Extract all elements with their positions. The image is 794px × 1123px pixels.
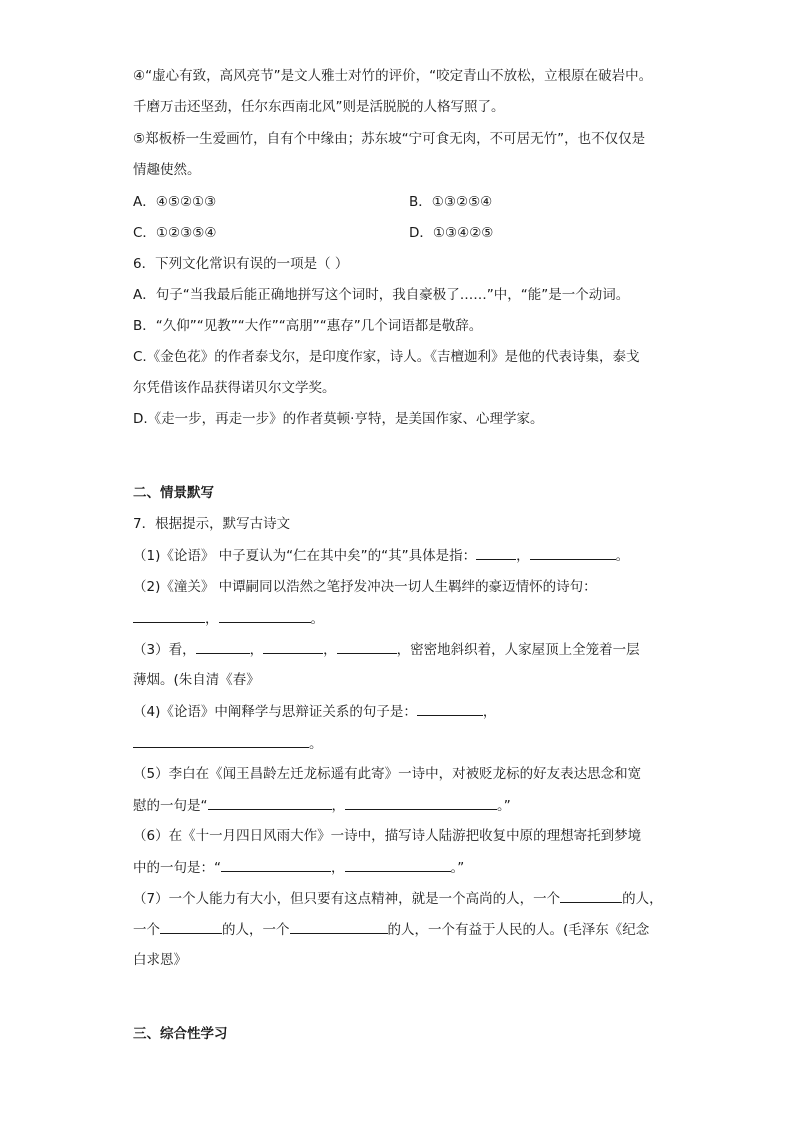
q6-stem: 6．下列文化常识有误的一项是（ ） xyxy=(133,256,349,272)
q7-sub4-line2 xyxy=(133,733,323,754)
q7-sub6-line2 xyxy=(133,857,464,878)
q7-sub3-text: （3）看， xyxy=(133,642,196,658)
q7-sub1 xyxy=(133,545,629,566)
q7-sub7-text: 一个 xyxy=(133,922,160,938)
q5-item5-line2: 情趣使然。 xyxy=(133,162,201,178)
q7-stem: 7．根据提示，默写古诗文 xyxy=(133,516,291,532)
q5-option-d: D．①③④②⑤ xyxy=(409,225,494,241)
q5-option-c: C．①②③⑤④ xyxy=(133,225,217,241)
q5-item5-line1: ⑤郑板桥一生爱画竹，自有个中缘由；苏东坡“宁可食无肉，不可居无竹”，也不仅仅是 xyxy=(133,131,646,147)
q7-sub5-line2 xyxy=(133,795,511,816)
section-title-3: 三、综合性学习 xyxy=(133,1026,228,1042)
q7-sub4-text: （4)《论语》中阐释学与思辩证关系的句子是： xyxy=(133,704,417,720)
end-punct: 。 xyxy=(615,548,630,564)
q7-sub7-line3: 白求恩》 xyxy=(133,952,187,968)
q6-option-d: D.《走一步，再走一步》的作者莫顿·亨特，是美国作家、心理学家。 xyxy=(133,411,544,427)
q7-sub7-line1 xyxy=(133,888,663,909)
answer-blank[interactable] xyxy=(530,545,616,560)
separator: ， xyxy=(205,611,219,627)
separator: ， xyxy=(516,548,530,564)
q7-sub2-line2 xyxy=(133,608,324,629)
q5-item4-line2: 千磨万击还坚劲，任尔东西南北风”则是活脱脱的人格写照了。 xyxy=(133,99,505,115)
q7-sub4-line1 xyxy=(133,701,496,722)
answer-blank[interactable] xyxy=(263,639,323,654)
end-punct: 。” xyxy=(497,798,511,814)
section-title-2: 二、情景默写 xyxy=(133,485,214,501)
answer-blank[interactable] xyxy=(290,919,388,934)
answer-blank[interactable] xyxy=(196,639,250,654)
end-punct: 。 xyxy=(309,736,323,752)
q7-sub2-line1: （2)《潼关》 中谭嗣同以浩然之笔抒发冲决一切人生羁绊的豪迈情怀的诗句： xyxy=(133,579,597,595)
q7-sub7-text: （7）一个人能力有大小，但只要有这点精神，就是一个高尚的人，一个 xyxy=(133,891,561,907)
separator: ， xyxy=(249,642,264,658)
q7-sub7-text: 的人，一个有益于人民的人。(毛泽东《纪念 xyxy=(387,922,650,938)
q7-sub1-text: （1)《论语》 中子夏认为“仁在其中矣”的“其”具体是指： xyxy=(133,548,477,564)
separator: ， xyxy=(331,798,345,814)
q7-sub3-line1 xyxy=(133,639,640,660)
separator: ， xyxy=(331,860,345,876)
q5-option-b: B．①③②⑤④ xyxy=(409,194,493,210)
q7-sub7-text: 的人，一个 xyxy=(222,922,290,938)
answer-blank[interactable] xyxy=(337,639,397,654)
answer-blank[interactable] xyxy=(417,701,483,716)
answer-blank[interactable] xyxy=(160,919,222,934)
answer-blank[interactable] xyxy=(345,795,497,810)
answer-blank[interactable] xyxy=(221,857,331,872)
q5-item4-line1: ④“虚心有致，高风亮节”是文人雅士对竹的评价，“咬定青山不放松，立根原在破岩中。 xyxy=(133,68,653,84)
q6-option-a: A．句子“当我最后能正确地拼写这个词时，我自豪极了……”中，“能”是一个动词。 xyxy=(133,287,630,303)
q6-option-c-line2: 尔凭借该作品获得诺贝尔文学奖。 xyxy=(133,380,336,396)
q6-option-b: B．“久仰”“见教”“大作”“高朋”“惠存”几个词语都是敬辞。 xyxy=(133,318,483,334)
q7-sub5-text: 慰的一句是“ xyxy=(133,798,208,814)
answer-blank[interactable] xyxy=(133,608,205,623)
q7-sub7-text-end: 的人， xyxy=(622,891,663,907)
answer-blank[interactable] xyxy=(476,545,516,560)
separator: ， xyxy=(482,704,497,720)
end-punct: 。” xyxy=(450,860,465,876)
q7-sub3-line2: 薄烟。(朱自清《春》 xyxy=(133,672,260,688)
q5-option-a: A．④⑤②①③ xyxy=(133,194,217,210)
q7-sub6-line1: （6）在《十一月四日风雨大作》一诗中，描写诗人陆游把收复中原的理想寄托到梦境 xyxy=(133,828,642,844)
q7-sub5-line1: （5）李白在《闻王昌龄左迁龙标遥有此寄》一诗中，对被贬龙标的好友表达思念和宽 xyxy=(133,766,642,782)
end-punct: 。 xyxy=(310,611,324,627)
q7-sub7-line2 xyxy=(133,919,649,940)
answer-blank[interactable] xyxy=(560,888,622,903)
answer-blank[interactable] xyxy=(133,733,309,748)
q7-sub6-text: 中的一句是：“ xyxy=(133,860,221,876)
q7-sub3-text-end: ，密密地斜织着，人家屋顶上全笼着一层 xyxy=(396,642,640,658)
answer-blank[interactable] xyxy=(208,795,332,810)
separator: ， xyxy=(323,642,337,658)
q6-option-c-line1: C.《金色花》的作者泰戈尔，是印度作家，诗人。《吉檀迦利》是他的代表诗集，泰戈 xyxy=(133,349,640,365)
answer-blank[interactable] xyxy=(345,857,451,872)
answer-blank[interactable] xyxy=(219,608,311,623)
